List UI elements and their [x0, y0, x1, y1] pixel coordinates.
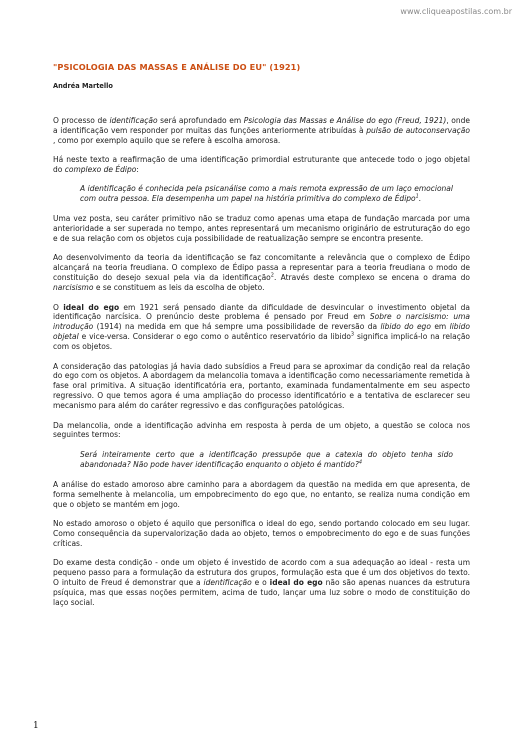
paragraph-9: No estado amoroso o objeto é aquilo que personifica o ideal do ego, sendo portando colocado em seu lugar. Como consequência da supervalorização dada ao objeto, temos o empobrecimento do ego e de suas funções críticas.: [53, 518, 470, 548]
paragraph-4: Ao desenvolvimento da teoria da identificação se faz concomitante a relevância que o complexo de Édipo alcançará na teoria freudiana. O complexo de Édipo passa a representar para a teoria freudiana o modo de constituição do desejo sexual pela via da identificação$^2$. Através deste complexo se encena o drama do narcisismo e se constituem as leis da escolha de objeto.: [53, 253, 470, 293]
paragraph-7: Da melancolia, onde a identificação advinha em resposta à perda de um objeto, a questão se coloca nos seguintes termos:: [53, 420, 470, 440]
author-name: Andréa Martello: [53, 81, 113, 90]
footnote-ref-3: 3: [350, 331, 355, 338]
paragraph-10: Do exame desta condição - onde um objeto é investido de acordo com a sua adequação ao ideal - resta um pequeno passo para a formulação da estrutura dos grupos, formulação esta que é um dos objetivos do texto. O intuito de Freud é demonstrar que a identificação e o ideal do ego não são apenas nuances da estrutura psíquica, mas que essas noções permitem, acima de tudo, lançar uma luz sobre o modo de constituição do laço social.: [53, 558, 470, 607]
site-watermark: www.cliqueapostilas.com.br: [400, 7, 512, 16]
page-number: 1: [33, 721, 39, 731]
paragraph-5: O ideal do ego em 1921 será pensado diante da dificuldade de desvincular o investimento objetal da identificação narcísica. O prenúncio deste problema é pensado por Freud em Sobre o narcisismo: uma introdução (1914) na medida em que há sempre uma possibilidade de reversão da libido do ego em libido objetal e vice-versa. Considerar o ego como o autêntico reservatório da libido$^3$ significa implicá-lo na relação com os objetos.: [53, 302, 471, 352]
document-title: "PSICOLOGIA DAS MASSAS E ANÁLISE DO EU" (1921): [53, 62, 301, 72]
paragraph-8: A análise do estado amoroso abre caminho para a abordagem da questão na medida em que apresenta, de forma semelhente à melancolia, um empobrecimento do ego que, no entanto, se realiza numa condição em que o objeto se mantém em jogo.: [53, 479, 470, 509]
footnote-ref-2: 2: [270, 272, 274, 279]
document-page: [53, 63, 470, 617]
paragraph-3: Uma vez posta, seu caráter primitivo não se traduz como apenas uma etapa de fundação marcada por uma anterioridade a ser superada no tempo, antes representará um mecanismo originário de estruturação do ego e de sua relação com os objetos cuja possibilidade de reatualização sempre se encontra presente.: [53, 214, 470, 243]
paragraph-2: Há neste texto a reafirmação de uma identificação primordial estruturante que antecede todo o jogo objetal do complexo de Édipo:: [53, 155, 470, 174]
paragraph-1: O processo de identificação será aprofundado em Psicologia das Massas e Análise do ego (Freud, 1921), onde a identificação vem responder por muitas das funções anteriormente atribuídas à pulsão de autoconservação , como por exemplo aquilo que se refere à escolha amorosa.: [53, 115, 470, 145]
footnote-ref-1: 1: [415, 193, 419, 200]
paragraph-6: A consideração das patologias já havia dado subsídios a Freud para se aproximar da condição real da relação do ego com os objetos. A abordagem da melancolia tomava a identificação como necessariamente remetida à fase oral primitiva. A situação identificatória era, portanto, examinada fundamentalmente em seu aspecto regressivo. O que temos agora é uma ampliação do processo identificatório e a tentativa de esclarecer seu mecanismo para além do caráter regressivo e das configurações patológicas.: [53, 361, 470, 411]
quote-1: A identificação é conhecida pela psicanálise como a mais remota expressão de um laço emocional com outra pessoa. Ela desempenha um papel na história primitiva do complexo de Édipo$^1$.: [80, 184, 453, 204]
quote-2: Será inteiramente certo que a identificação pressupõe que a catexia do objeto tenha sido abandonada? Não pode haver identificação enquanto o objeto é mantido?$^4$: [80, 449, 453, 469]
footnote-ref-4: 4: [358, 459, 363, 466]
